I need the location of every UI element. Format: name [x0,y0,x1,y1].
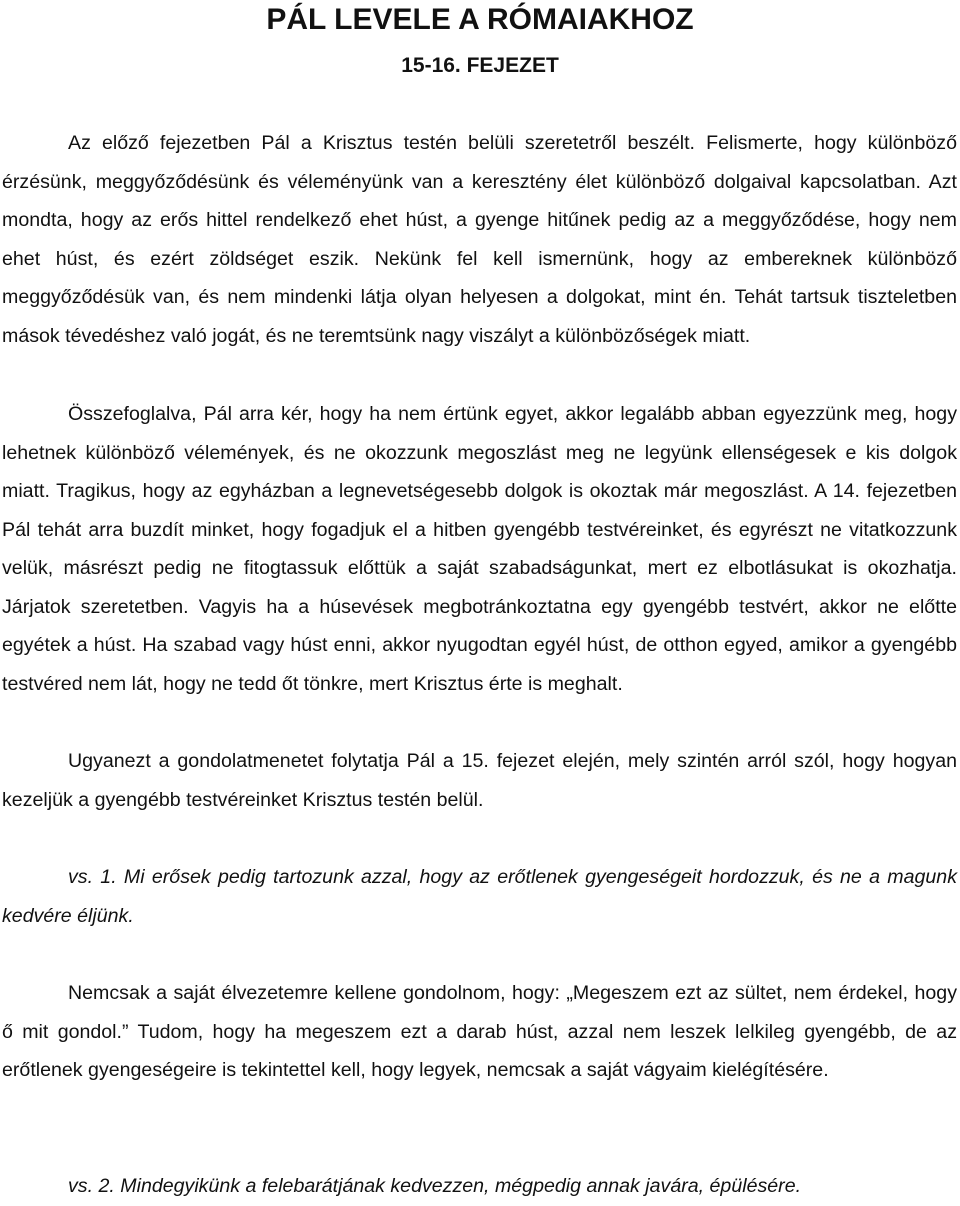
verse-1: vs. 1. Mi erősek pedig tartozunk azzal, hogy az erőtlenek gyengeségeit hordozzuk, és ne a magunk kedvére éljünk. [2,866,957,927]
paragraph-chapter-15: Ugyanezt a gondolatmenetet folytatja Pál a 15. fejezet elején, mely szintén arról szól, hogy hogyan kezeljük a gyengébb testvéreinket Krisztus testén belül. [2,750,957,811]
chapter-subtitle: 15-16. FEJEZET [401,54,559,77]
verse-2: vs. 2. Mindegyikünk a felebarátjának kedvezzen, mégpedig annak javára, épülésére. [68,1175,802,1197]
paragraph-summary: Összefoglalva, Pál arra kér, hogy ha nem értünk egyet, akkor legalább abban egyezzünk meg, hogy lehetnek különböző vélemények, és ne okozzunk megoszlást meg ne legyünk ellenségesek e kis dolgok miatt. Tragikus, hogy az egyházban a legnevetségesebb dolgok is okoztak már megoszlást. A 14. fejezetben Pál tehát arra buzdít minket, hogy fogadjuk el a hitben gyengébb testvéreinket, és egyrészt ne vitatkozzunk velük, másrészt pedig ne fitogtassuk előttük a saját szabadságunkat, mert ez elbotlásukat is okozhatja. Járjatok szeretetben. Vagyis ha a húsevések megbotránkoztatna egy gyengébb testvért, akkor ne előtte egyétek a húst. Ha szabad vagy húst enni, akkor nyugodtan egyél húst, de otthon egyed, amikor a gyengébb testvéred nem lát, hogy ne tedd őt tönkre, mert Krisztus érte is meghalt. [2,403,957,695]
paragraph-commentary: Nemcsak a saját élvezetemre kellene gondolnom, hogy: „Megeszem ezt az sültet, nem érdekel, hogy ő mit gondol.” Tudom, hogy ha megeszem ezt a darab húst, azzal nem leszek lelkileg gyengébb, de az erőtlenek gyengeségeire is tekintettel kell, hogy legyek, nemcsak a saját vágyaim kielégítésére. [2,982,957,1081]
paragraph-intro: Az előző fejezetben Pál a Krisztus testén belüli szeretetről beszélt. Felismerte, hogy különböző érzésünk, meggyőződésünk és véleményünk van a keresztény élet különböző dolgaival kapcsolatban. Azt mondta, hogy az erős hittel rendelkező ehet húst, a gyenge hitűnek pedig az a meggyőződése, hogy nem ehet húst, és ezért zöldséget eszik. Nekünk fel kell ismernünk, hogy az embereknek különböző meggyőződésük van, és nem mindenki látja olyan helyesen a dolgokat, mint én. Tehát tartsuk tiszteletben mások tévedéshez való jogát, és ne teremtsünk nagy viszályt a különbözőségek miatt. [2,132,957,347]
document-title: PÁL LEVELE A RÓMAIAKHOZ [266,3,694,36]
